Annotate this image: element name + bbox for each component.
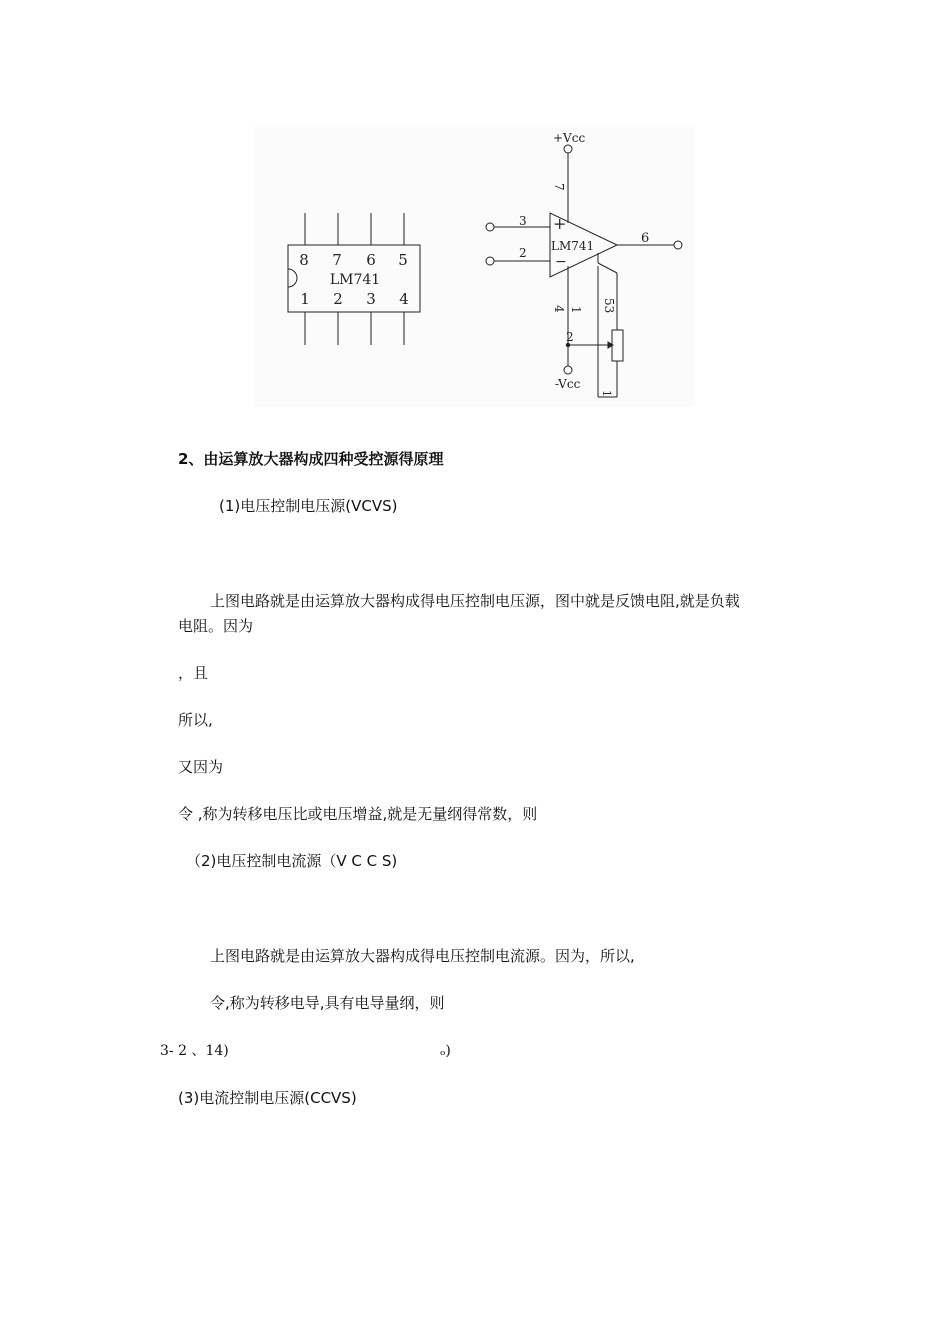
pin-label-6: 6 xyxy=(641,231,650,246)
dip-pin-label: 8 xyxy=(299,251,309,269)
dip-chip-label: LM741 xyxy=(329,272,381,288)
pin-label-4: 4 xyxy=(552,305,566,313)
dip-pin-label: 5 xyxy=(398,251,408,269)
pin-label-7: 7 xyxy=(552,183,566,191)
equation-reference: 3- 2 、14) xyxy=(160,1043,229,1059)
lm741-circuit-diagram xyxy=(255,125,695,407)
dip-notch xyxy=(288,269,297,287)
opamp-symbol xyxy=(486,145,682,397)
pin-label-2: 2 xyxy=(519,246,527,260)
vcc-negative-label: -Vcc xyxy=(555,377,581,391)
paragraph-line: ，且 xyxy=(178,664,209,682)
section-heading: 2、由运算放大器构成四种受控源得原理 xyxy=(178,450,444,468)
pot-wiper-label: 2 xyxy=(566,330,574,344)
dip-pin-label: 4 xyxy=(399,290,409,308)
pin-label-53: 53 xyxy=(602,298,616,314)
paragraph-line: 上图电路就是由运算放大器构成得电压控制电流源。因为，所以, xyxy=(210,947,635,965)
paragraph-line: 令 ,称为转移电压比或电压增益,就是无量纲得常数，则 xyxy=(178,805,538,823)
pot-bottom-label: 1 xyxy=(600,390,613,397)
vcc-positive-label: +Vcc xyxy=(553,131,586,145)
paragraph-line: 所以, xyxy=(178,711,213,729)
equation-reference: ₒ) xyxy=(440,1043,451,1059)
paragraph-line: 电阻。因为 xyxy=(178,617,254,635)
paragraph-line: 令,称为转移电导,具有电导量纲，则 xyxy=(210,994,445,1012)
dip-pin-label: 6 xyxy=(366,251,376,269)
subheading-vccs: （2)电压控制电流源（V C C S) xyxy=(186,852,398,870)
paragraph-line: 上图电路就是由运算放大器构成得电压控制电压源，图中就是反馈电阻,就是负载 xyxy=(210,592,740,610)
opamp-chip-label: LM741 xyxy=(551,239,595,253)
lm741-figure xyxy=(255,125,695,407)
subheading-ccvs: (3)电流控制电压源(CCVS) xyxy=(178,1089,357,1107)
dip-pin-label: 7 xyxy=(332,251,342,269)
dip-pin-label: 2 xyxy=(333,290,343,308)
potentiometer xyxy=(612,330,623,361)
pin-label-3: 3 xyxy=(519,214,527,228)
minus-sign: − xyxy=(555,254,567,270)
plus-sign: + xyxy=(553,214,567,233)
paragraph-line: 又因为 xyxy=(178,758,224,776)
dip-pin-label: 1 xyxy=(300,290,310,308)
pin-label-1: 1 xyxy=(569,306,583,314)
subheading-vcvs: (1)电压控制电压源(VCVS) xyxy=(219,497,398,515)
dip-pin-label: 3 xyxy=(366,290,376,308)
